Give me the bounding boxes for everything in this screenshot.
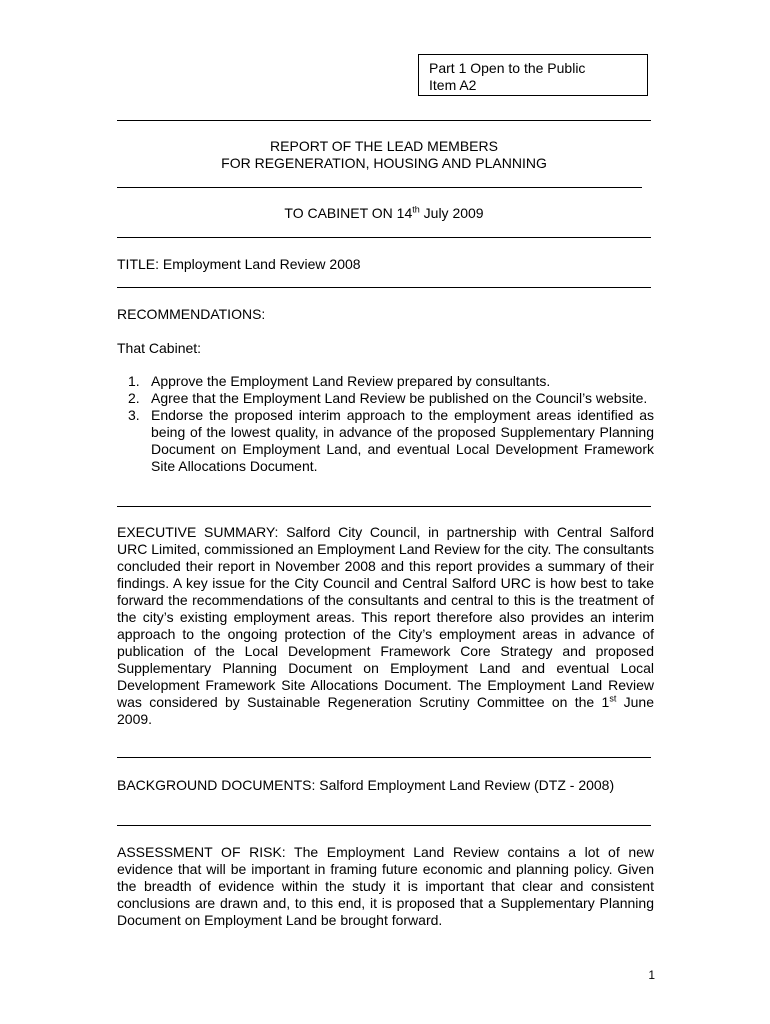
recommendation-text: Agree that the Employment Land Review be published on the Council’s website. [151,390,648,406]
recommendation-text: Approve the Employment Land Review prepared by consultants. [151,373,551,389]
report-heading-line2: FOR REGENERATION, HOUSING AND PLANNING [221,155,547,171]
report-title: TITLE: Employment Land Review 2008 [117,256,361,272]
executive-summary-text: EXECUTIVE SUMMARY: Salford City Council, in partnership with Central Salford URC Limited, commissioned an Employment Land Review for the city. The consultants concluded their report in November 2008 and this report provides a summary of their findings. A key issue for the City Council and Central Salford URC is how best to take forward the recommendations of the consultants and central to this is the treatment of the city’s existing employment areas. This report therefore also provides an interim approach to the ongoing protection of the City’s employment areas in advance of publication of the Local Development Framework Core Strategy and proposed Supplementary Planning Document on Employment Land and eventual Local Development Framework Site Allocations Document. The Employment Land Review was considered by Sustainable Regeneration Scrutiny Committee on the 1 [117,524,654,710]
executive-summary-tail: June 2009. [117,694,655,727]
recommendation-number: 2. [128,390,140,406]
divider [117,757,651,758]
divider [117,237,651,238]
report-heading [117,138,651,172]
recommendation-item [117,407,654,475]
recommendations-list [117,373,654,475]
cabinet-date-sup: th [412,204,420,215]
executive-summary-sup: st [609,693,617,704]
assessment-of-risk: ASSESSMENT OF RISK: The Employment Land Review contains a lot of new evidence that will be important in framing future economic and planning policy. Given the breadth of evidence within the study it is important that clear and consistent conclusions are drawn and, to this end, it is proposed that a Supplementary Planning Document on Employment Land be brought forward. [117,844,654,928]
recommendation-item [117,373,654,390]
divider [117,187,642,188]
recommendation-item [117,390,654,407]
recommendations-intro: That Cabinet: [117,340,202,356]
report-heading-line1: REPORT OF THE LEAD MEMBERS [270,138,498,154]
divider [117,506,651,507]
part-box [418,54,648,96]
cabinet-date-prefix: TO CABINET ON 14 [284,205,413,221]
divider [117,120,651,121]
cabinet-date [117,205,651,222]
item-label: Item A2 [429,77,477,93]
divider [117,287,651,288]
recommendations-heading: RECOMMENDATIONS: [117,306,266,322]
part-label: Part 1 Open to the Public [429,60,586,76]
executive-summary [117,524,654,728]
page-number: 1 [648,968,655,982]
recommendation-number: 3. [128,407,140,423]
cabinet-date-suffix: July 2009 [419,205,484,221]
background-documents: BACKGROUND DOCUMENTS: Salford Employment Land Review (DTZ - 2008) [117,777,615,793]
recommendation-text: Endorse the proposed interim approach to the employment areas identified as being of the lowest quality, in advance of the proposed Supplementary Planning Document on Employment Land, and eventual Local Development Framework Site Allocations Document. [151,407,654,474]
divider [117,825,651,826]
recommendation-number: 1. [128,373,140,389]
